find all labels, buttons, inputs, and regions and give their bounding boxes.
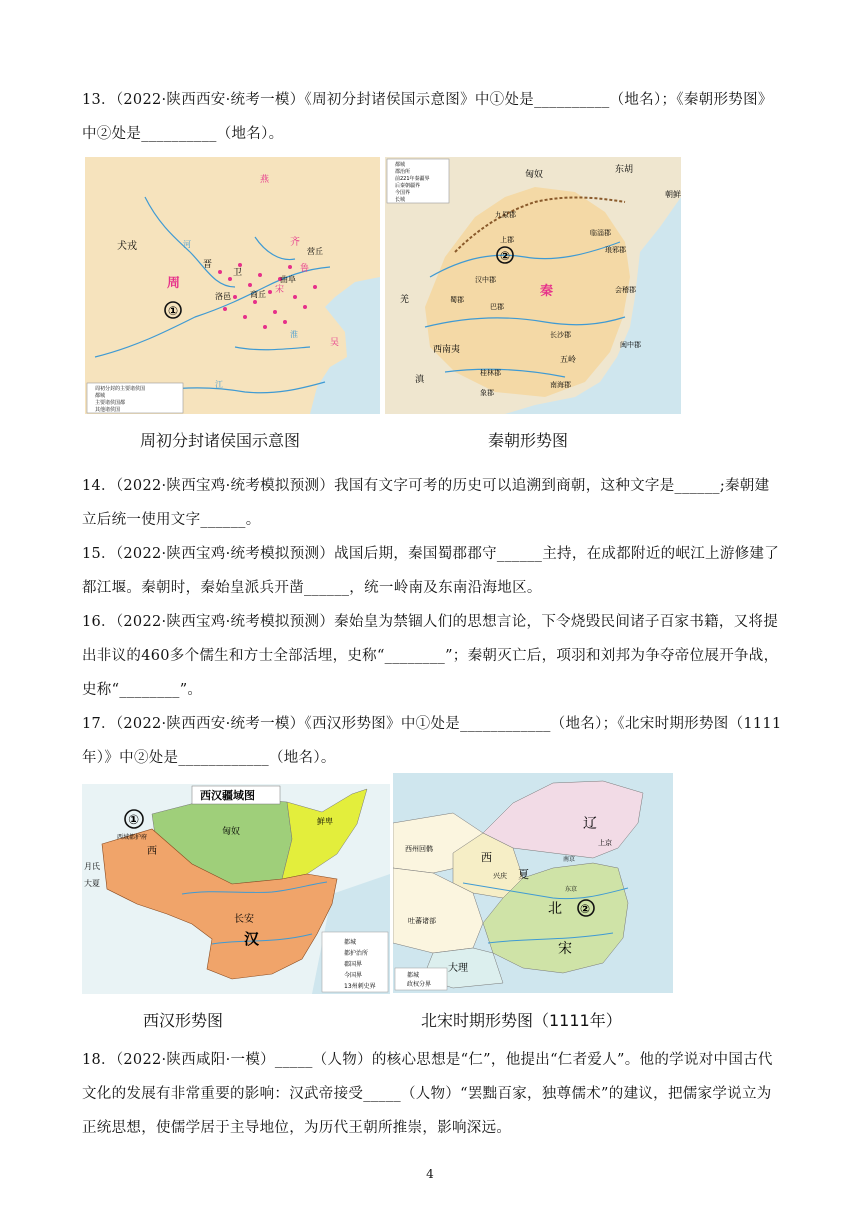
- western-han-caption: 西汉形势图: [143, 1011, 224, 1030]
- legend-item: 都城: [395, 162, 406, 168]
- question-14: [82, 469, 782, 537]
- label-he: 河: [183, 240, 191, 249]
- label-yingqiu: 营丘: [307, 247, 323, 256]
- qin-situation-map: [385, 157, 681, 414]
- label-yuezhi: 月氏: [84, 862, 100, 871]
- label-xiongnu: 匈奴: [525, 170, 544, 180]
- qin-map-caption: 秦朝形势图: [488, 431, 569, 450]
- question-15: [82, 537, 782, 605]
- label-xia: 夏: [518, 868, 529, 881]
- legend-item: 周初分封的主要诸侯国: [95, 386, 146, 392]
- label-dayue: 大夏: [84, 879, 100, 888]
- legend-item: 长城: [395, 197, 406, 203]
- legend-item: 都城: [344, 939, 357, 946]
- question-18-line-2: 文化的发展有非常重要的影响：汉武帝接受_____（人物）“罢黜百家，独尊儒术”的建议，把儒家学说立为: [82, 1086, 772, 1102]
- legend-item: 主要诸侯国都: [95, 400, 126, 406]
- question-13: [82, 83, 782, 151]
- question-13-line-2: 中②处是__________（地名）。: [82, 126, 284, 142]
- label-xinan: 西南夷: [433, 345, 461, 355]
- label-xiongnu: 匈奴: [222, 827, 241, 837]
- label-changan: 长安: [234, 914, 254, 925]
- marker-1: ①: [168, 304, 179, 318]
- label-nanjing: 南京: [563, 856, 576, 863]
- legend-item: 今国界: [395, 190, 411, 196]
- label-han: 汉: [244, 930, 260, 948]
- label-shangjing: 上京: [598, 839, 612, 847]
- legend-item: 今国界: [344, 972, 363, 979]
- label-dian: 滇: [415, 375, 425, 385]
- label-zhou: 周: [167, 276, 181, 291]
- label-langya: 琅邪郡: [605, 246, 626, 254]
- legend-item: 其他诸侯国: [95, 407, 121, 413]
- question-18: [82, 1043, 782, 1145]
- label-yuanjiu: 九原郡: [495, 211, 516, 219]
- label-kuaiji: 会稽郡: [615, 286, 636, 294]
- label-song: 宋: [558, 941, 572, 957]
- marker-2: ②: [580, 902, 591, 916]
- label-changsha: 长沙郡: [550, 331, 571, 339]
- label-wuling: 五岭: [560, 355, 576, 364]
- question-18-line-1: 18．（2022·陕西咸阳·一模）_____（人物）的核心思想是“仁”，他提出“仁者爱人”。他的学说对中国古代: [82, 1052, 773, 1068]
- question-18-line-3: 正统思想，使儒学居于主导地位，为历代王朝所推崇，影响深远。: [82, 1120, 512, 1136]
- label-donghu: 东胡: [615, 165, 634, 175]
- legend-item: 后秦朝疆界: [395, 183, 421, 189]
- legend-item: 郡治所: [395, 169, 411, 175]
- question-16-line-2: 出非议的460多个儒生和方士全部活埋，史称“________”；秦朝灭亡后，项羽和刘邦为争夺帝位展开争战，: [82, 648, 779, 664]
- western-han-map: [82, 784, 390, 994]
- question-17-line-2: 年）》中②处是____________（地名）。: [82, 750, 336, 766]
- label-qiang: 羌: [400, 295, 410, 305]
- legend-item: 都护治所: [344, 950, 369, 957]
- label-qufu: 曲阜: [280, 275, 296, 284]
- label-dali: 大理: [448, 963, 468, 974]
- label-qin: 秦: [540, 284, 554, 299]
- label-wei: 卫: [233, 268, 243, 278]
- inset-title: 西汉疆域图: [200, 789, 255, 802]
- label-shangjun: 上郡: [500, 236, 514, 244]
- label-guilin: 桂林郡: [480, 369, 501, 377]
- label-lu: 鲁: [300, 264, 310, 274]
- label-wu: 吴: [330, 338, 340, 348]
- label-shangqiu: 商丘: [250, 290, 266, 299]
- label-yan: 燕: [260, 175, 270, 185]
- label-minzhong: 闽中郡: [620, 341, 641, 349]
- question-16: [82, 605, 782, 707]
- label-kaifeng: 东京: [565, 886, 578, 893]
- legend-item: 都城: [407, 972, 420, 979]
- marker-2: ②: [500, 249, 511, 263]
- label-song: 宋: [275, 285, 285, 295]
- northern-song-caption: 北宋时期形势图（1111年）: [421, 1011, 622, 1030]
- legend-item: 政权分界: [407, 981, 432, 988]
- northern-song-map: [393, 773, 673, 993]
- label-luoyi: 洛邑: [215, 292, 231, 301]
- label-liao: 辽: [583, 816, 597, 832]
- label-jin: 晋: [203, 260, 213, 270]
- label-xiang: 象郡: [480, 389, 494, 397]
- label-quanrong: 犬戎: [117, 241, 137, 252]
- label-xi: 西: [147, 846, 157, 857]
- label-tubo: 吐蕃诸部: [408, 917, 436, 925]
- legend-item: 13州刺史界: [344, 983, 376, 990]
- label-xianbei: 鲜卑: [317, 817, 333, 826]
- zhou-map-caption: 周初分封诸侯国示意图: [140, 431, 301, 450]
- marker-1: ①: [128, 813, 140, 828]
- question-16-line-1: 16．（2022·陕西宝鸡·统考模拟预测）秦始皇为禁锢人们的思想言论，下令烧毁民间诸子百家书籍，又将提: [82, 614, 779, 630]
- label-xiyu: 西域都护府: [117, 834, 148, 841]
- legend-item: 前221年秦疆界: [395, 176, 430, 182]
- legend-item: 都城: [95, 393, 106, 399]
- label-linzi: 临淄郡: [590, 229, 611, 237]
- question-16-line-3: 史称“________”。: [82, 682, 203, 698]
- label-chaoxian: 朝鲜: [665, 190, 681, 199]
- label-jiang: 江: [215, 380, 223, 389]
- label-nanhai: 南海郡: [550, 381, 571, 389]
- label-hanzhong: 汉中郡: [475, 276, 496, 284]
- label-xizhou: 西州回鹘: [405, 845, 433, 853]
- question-13-line-1: 13．（2022·陕西西安·统考一模）《周初分封诸侯国示意图》中①处是__________（地名）；《秦朝形势图》: [82, 92, 773, 108]
- label-xixia-xi: 西: [481, 851, 492, 864]
- question-15-line-2: 都江堰。秦朝时，秦始皇派兵开凿______，统一岭南及东南沿海地区。: [82, 580, 542, 596]
- label-xingqing: 兴庆: [493, 872, 507, 880]
- question-15-line-1: 15．（2022·陕西宝鸡·统考模拟预测）战国后期，秦国蜀郡郡守______主持，在成都附近的岷江上游修建了: [82, 546, 780, 562]
- zhou-feudal-map: [85, 157, 380, 414]
- question-17: [82, 707, 782, 775]
- page-number: 4: [426, 1167, 434, 1181]
- label-ba: 巴郡: [490, 303, 504, 311]
- label-shu: 蜀郡: [450, 296, 464, 304]
- label-bei: 北: [548, 901, 562, 917]
- legend-item: 郡国界: [344, 961, 363, 968]
- label-huai: 淮: [290, 330, 298, 339]
- question-14-line-1: 14．（2022·陕西宝鸡·统考模拟预测）我国有文字可考的历史可以追溯到商朝，这种文字是______;秦朝建: [82, 478, 770, 494]
- question-14-line-2: 立后统一使用文字______。: [82, 512, 261, 528]
- question-17-line-1: 17．（2022·陕西西安·统考一模）《西汉形势图》中①处是____________（地名）；《北宋时期形势图（1111: [82, 716, 782, 732]
- label-qi: 齐: [290, 237, 300, 248]
